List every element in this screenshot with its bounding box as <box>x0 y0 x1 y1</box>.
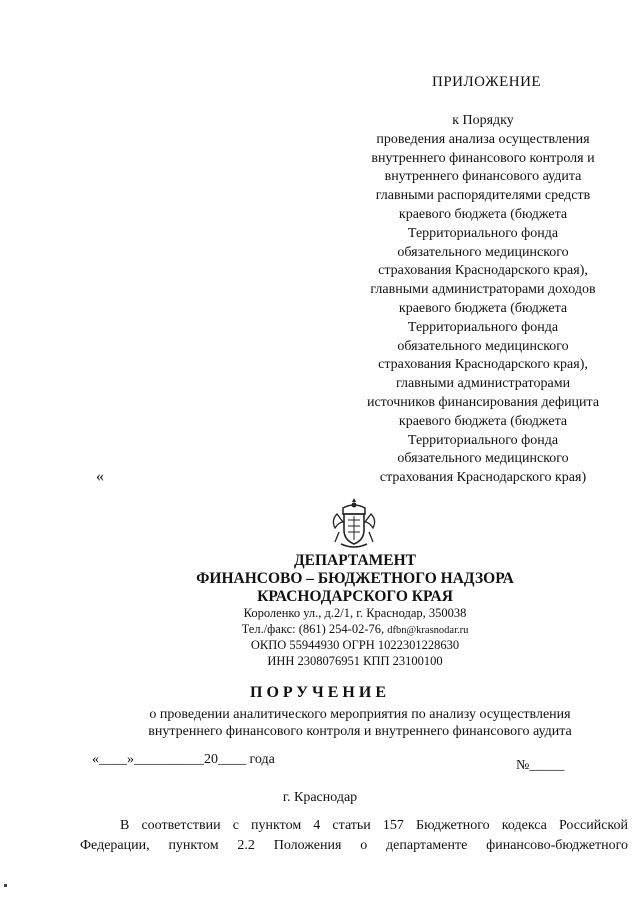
order-subtitle <box>100 706 620 740</box>
body-text-line: Федерации, пунктом 2.2 Положения о департаменте финансово-бюджетного <box>80 838 628 853</box>
appendix-line: Территориального фонда <box>407 432 559 448</box>
appendix-line: внутреннего финансового аудита <box>384 169 582 185</box>
appendix-text-block <box>350 112 616 488</box>
appendix-line: страхования Краснодарского края) <box>379 470 587 486</box>
opening-quote-mark: « <box>96 468 104 485</box>
coat-of-arms-emblem <box>329 496 379 550</box>
appendix-line: краевого бюджета (бюджета <box>398 300 568 316</box>
appendix-line: проведения анализа осуществления <box>376 131 590 147</box>
appendix-line: обязательного медицинского <box>397 451 569 467</box>
appendix-line: главными администраторами <box>395 376 571 392</box>
appendix-line: Территориального фонда <box>407 225 559 241</box>
appendix-line: краевого бюджета (бюджета <box>398 206 568 222</box>
phone: Тел./факс: (861) 254-02-76, <box>241 621 385 636</box>
order-subtitle-line: внутреннего финансового контроля и внутреннего финансового аудита <box>148 724 572 739</box>
appendix-line: главными администраторами доходов <box>370 282 596 298</box>
city: г. Краснодар <box>282 790 358 805</box>
appendix-line: к Порядку <box>452 113 514 128</box>
body-text-line: В соответствии с пунктом 4 статьи 157 Бюджетного кодекса Российской <box>120 818 628 833</box>
order-subtitle-line: о проведении аналитического мероприятия по анализу осуществления <box>149 707 571 722</box>
department-line: ФИНАНСОВО – БЮДЖЕТНОГО НАДЗОРА <box>196 570 514 587</box>
department-name <box>140 552 570 606</box>
okpo-ogrn: ОКПО 55944930 ОГРН 1022301228630 <box>250 638 460 652</box>
appendix-line: обязательного медицинского <box>397 244 569 260</box>
appendix-line: Территориального фонда <box>407 319 559 335</box>
department-line: КРАСНОДАРСКОГО КРАЯ <box>257 588 453 605</box>
appendix-line: источников финансирования дефицита <box>366 394 600 410</box>
appendix-line: внутреннего финансового контроля и <box>371 150 595 166</box>
scan-mark <box>4 884 7 887</box>
appendix-line: страхования Краснодарского края), <box>378 263 588 279</box>
appendix-line: страхования Краснодарского края), <box>378 357 588 373</box>
department-line: ДЕПАРТАМЕНТ <box>293 552 417 569</box>
appendix-line: обязательного медицинского <box>397 338 569 354</box>
phone-email-line <box>210 622 500 639</box>
appendix-title: ПРИЛОЖЕНИЕ <box>432 74 542 90</box>
appendix-line: главными распорядителями средств <box>375 188 591 204</box>
order-title: ПОРУЧЕНИЕ <box>250 684 390 701</box>
department-contacts <box>210 606 500 669</box>
date-field: «____»__________20____ года <box>92 752 275 767</box>
number-field: №_____ <box>516 758 565 773</box>
email: dfbn@krasnodar.ru <box>387 624 469 636</box>
appendix-line: краевого бюджета (бюджета <box>398 413 568 429</box>
inn-kpp: ИНН 2308076951 КПП 23100100 <box>267 653 443 668</box>
address: Короленко ул., д.2/1, г. Краснодар, 350038 <box>243 606 467 620</box>
